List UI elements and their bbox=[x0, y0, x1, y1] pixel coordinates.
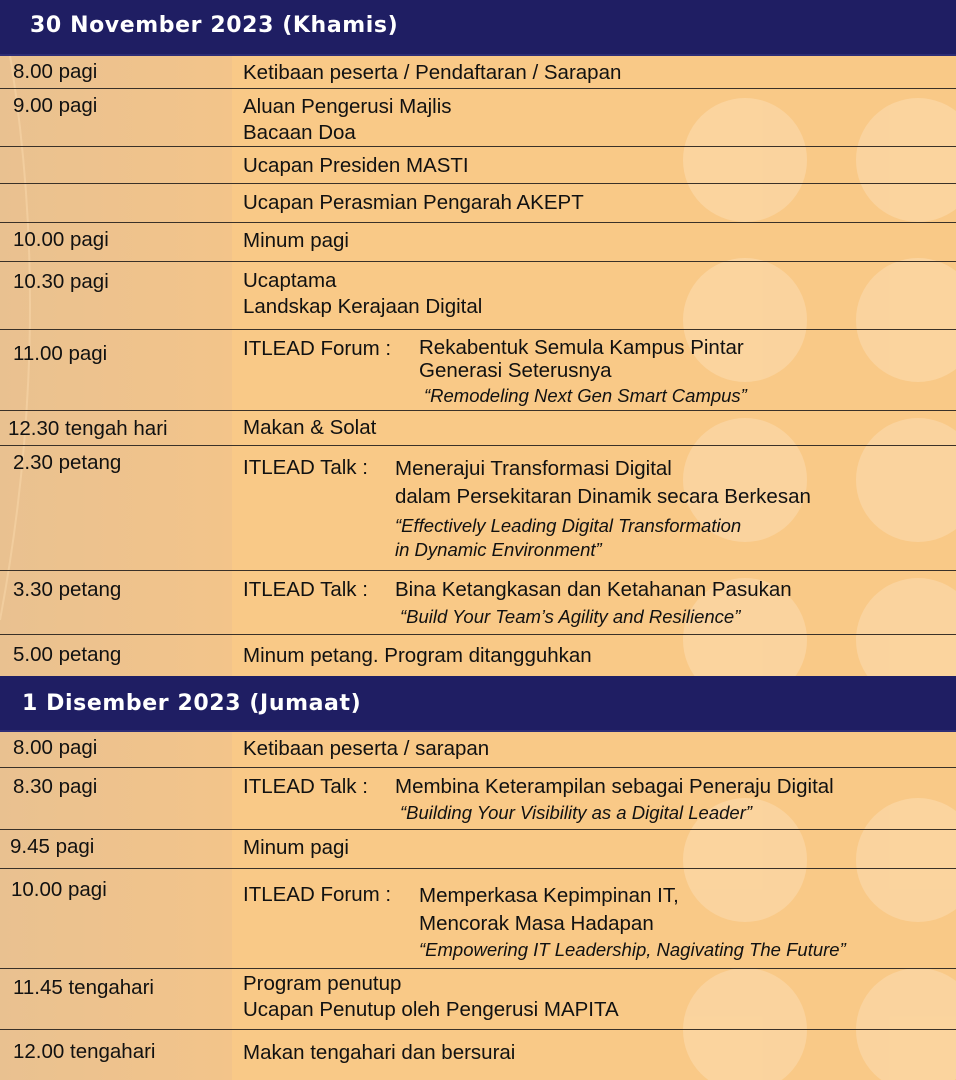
table-row bbox=[0, 768, 956, 830]
title-line: Menerajui Transformasi Digital bbox=[395, 457, 672, 480]
subtitle-line: in Dynamic Environment” bbox=[395, 539, 602, 560]
event-line: Program penutup bbox=[243, 972, 402, 995]
session-subtitle bbox=[419, 938, 846, 962]
title-line: Rekabentuk Semula Kampus Pintar bbox=[419, 336, 744, 359]
row-event bbox=[243, 736, 489, 762]
title-line: dalam Persekitaran Dinamik secara Berkesan bbox=[395, 485, 811, 508]
title-line: Mencorak Masa Hadapan bbox=[419, 912, 654, 935]
subtitle-line: “Empowering IT Leadership, Nagivating The Future” bbox=[419, 939, 846, 960]
row-time: 2.30 petang bbox=[13, 451, 122, 474]
day2-header bbox=[0, 676, 956, 732]
row-time: 8.00 pagi bbox=[13, 736, 98, 759]
row-event bbox=[243, 228, 349, 254]
row-event bbox=[243, 153, 469, 179]
row-event bbox=[243, 835, 349, 861]
row-time: 10.30 pagi bbox=[13, 270, 109, 293]
event-line: Ketibaan peserta / Pendaftaran / Sarapan bbox=[243, 61, 622, 84]
session-type: ITLEAD Talk : bbox=[243, 578, 368, 601]
row-event bbox=[243, 60, 621, 86]
row-time: 10.00 pagi bbox=[13, 228, 109, 251]
table-row bbox=[0, 571, 956, 635]
subtitle-line: “Building Your Visibility as a Digital Leader” bbox=[400, 802, 753, 823]
event-line: Ucapan Perasmian Pengarah AKEPT bbox=[243, 191, 584, 214]
table-row bbox=[0, 89, 956, 147]
session-title bbox=[419, 882, 679, 938]
row-event bbox=[243, 336, 391, 362]
event-line: Minum pagi bbox=[243, 836, 349, 859]
table-row bbox=[0, 184, 956, 223]
title-line: Membina Keterampilan sebagai Peneraju Digital bbox=[395, 775, 834, 798]
session-title bbox=[395, 455, 811, 511]
table-row bbox=[0, 731, 956, 768]
session-type: ITLEAD Talk : bbox=[243, 456, 368, 479]
row-time: 12.00 tengahari bbox=[13, 1040, 156, 1063]
table-row bbox=[0, 830, 956, 869]
event-line: Ucapan Penutup oleh Pengerusi MAPITA bbox=[243, 998, 619, 1021]
session-subtitle bbox=[395, 514, 741, 562]
session-type: ITLEAD Forum : bbox=[243, 883, 392, 906]
row-time: 5.00 petang bbox=[13, 643, 122, 666]
table-row bbox=[0, 262, 956, 330]
event-line: Bacaan Doa bbox=[243, 121, 356, 144]
row-event bbox=[243, 577, 368, 603]
subtitle-line: “Remodeling Next Gen Smart Campus” bbox=[424, 385, 747, 406]
event-line: Ketibaan peserta / sarapan bbox=[243, 737, 490, 760]
row-time: 8.30 pagi bbox=[13, 775, 98, 798]
event-line: Aluan Pengerusi Majlis bbox=[243, 95, 452, 118]
row-time: 11.45 tengahari bbox=[13, 976, 154, 999]
table-row bbox=[0, 330, 956, 411]
table-row bbox=[0, 55, 956, 89]
day1-header bbox=[0, 0, 956, 56]
event-line: Ucapan Presiden MASTI bbox=[243, 154, 469, 177]
row-event bbox=[243, 882, 391, 908]
title-line: Memperkasa Kepimpinan IT, bbox=[419, 884, 679, 907]
row-time: 9.00 pagi bbox=[13, 94, 98, 117]
row-event bbox=[243, 415, 376, 441]
event-line: Ucaptama bbox=[243, 269, 337, 292]
table-row bbox=[0, 1030, 956, 1080]
session-type: ITLEAD Forum : bbox=[243, 337, 392, 360]
day1-header-text: 30 November 2023 (Khamis) bbox=[30, 13, 399, 38]
row-event bbox=[243, 971, 619, 1023]
session-subtitle bbox=[400, 801, 752, 825]
row-time: 8.00 pagi bbox=[13, 60, 98, 83]
session-type: ITLEAD Talk : bbox=[243, 775, 368, 798]
session-title bbox=[419, 336, 744, 382]
row-event bbox=[243, 94, 452, 146]
table-row bbox=[0, 635, 956, 676]
subtitle-line: “Effectively Leading Digital Transformation bbox=[395, 515, 742, 536]
title-line: Generasi Seterusnya bbox=[419, 359, 612, 382]
session-subtitle bbox=[400, 605, 740, 629]
session-subtitle bbox=[424, 384, 747, 408]
table-row bbox=[0, 147, 956, 184]
table-row bbox=[0, 969, 956, 1030]
table-row bbox=[0, 411, 956, 446]
row-event bbox=[243, 268, 482, 320]
event-line: Minum pagi bbox=[243, 229, 349, 252]
title-line: Bina Ketangkasan dan Ketahanan Pasukan bbox=[395, 578, 792, 601]
day2-header-text: 1 Disember 2023 (Jumaat) bbox=[22, 691, 362, 716]
event-line: Minum petang. Program ditangguhkan bbox=[243, 644, 592, 667]
session-title bbox=[395, 577, 792, 603]
row-time: 12.30 tengah hari bbox=[8, 417, 168, 440]
session-title bbox=[395, 774, 834, 800]
event-line: Makan tengahari dan bersurai bbox=[243, 1041, 516, 1064]
row-event bbox=[243, 455, 368, 481]
table-row bbox=[0, 223, 956, 262]
row-event bbox=[243, 1040, 515, 1066]
row-time: 11.00 pagi bbox=[13, 342, 108, 365]
event-line: Landskap Kerajaan Digital bbox=[243, 295, 483, 318]
row-time: 9.45 pagi bbox=[10, 835, 95, 858]
table-row bbox=[0, 869, 956, 969]
row-event bbox=[243, 190, 584, 216]
row-time: 10.00 pagi bbox=[11, 878, 107, 901]
subtitle-line: “Build Your Team’s Agility and Resilience” bbox=[400, 606, 741, 627]
row-time: 3.30 petang bbox=[13, 578, 122, 601]
row-event bbox=[243, 774, 368, 800]
row-event bbox=[243, 643, 592, 669]
event-line: Makan & Solat bbox=[243, 416, 377, 439]
table-row bbox=[0, 446, 956, 571]
